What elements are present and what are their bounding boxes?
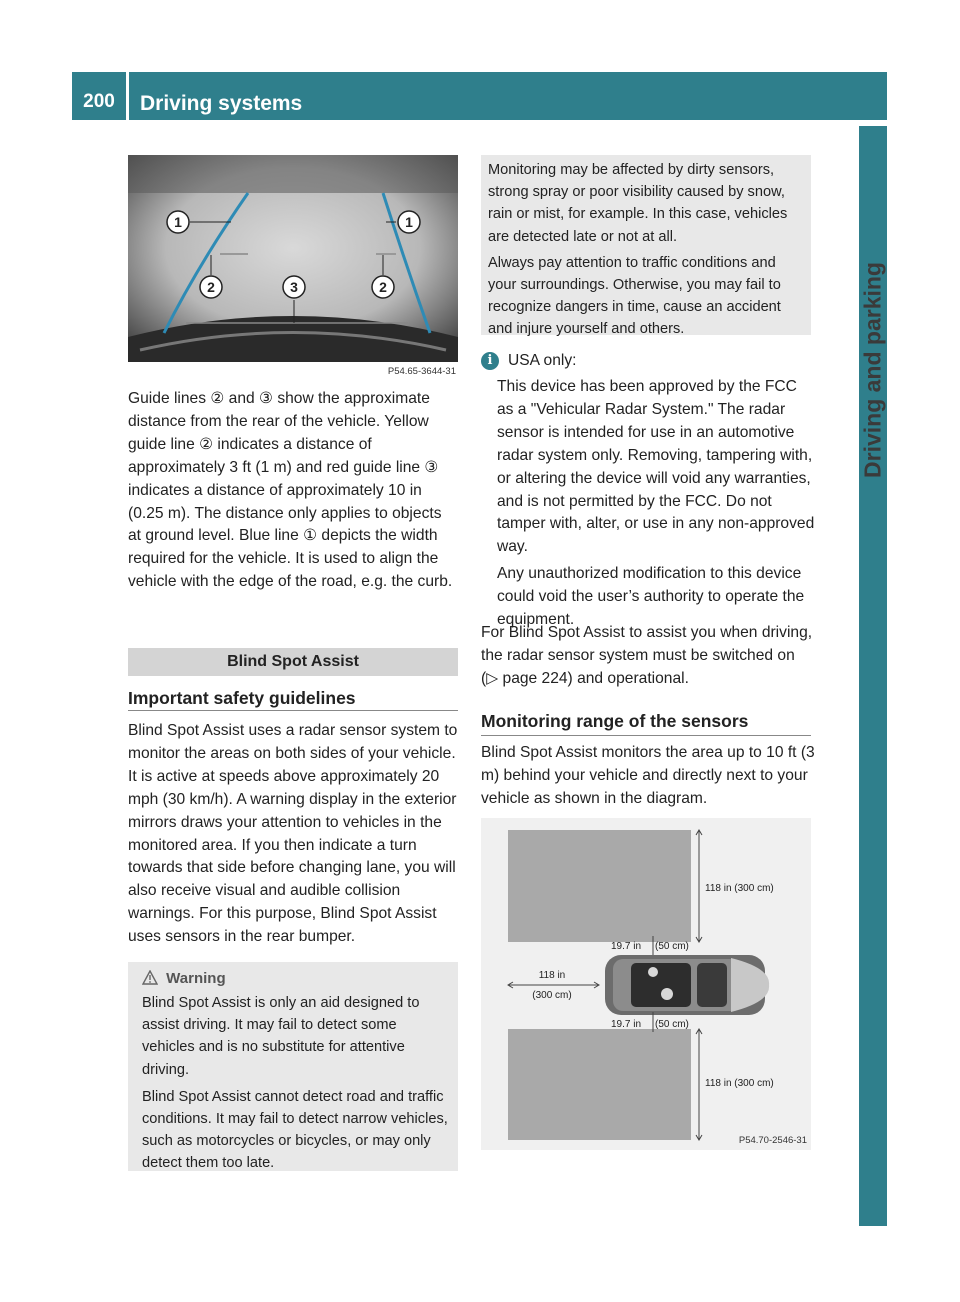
gap-bottom-cm: (50 cm) — [655, 1019, 689, 1030]
callout-2-right — [372, 276, 394, 298]
info-paragraph-1: This device has been approved by the FCC as a "Vehicular Radar System." The radar sensor is intended for use in an automotive radar system only. Removing, tampering with, or altering the device will void any warranties, and is not permitted by the FCC. Do not tamper with, alter, or use in any non-approved way. — [497, 378, 815, 556]
monitoring-note-paragraph-1: Monitoring may be affected by dirty sensors, strong spray or poor visibility caused by snow, rain or mist, for example. In this case, vehicles are detected late or not at all. — [488, 162, 788, 245]
info-title-text: USA only: — [508, 352, 577, 369]
bottom-zone-label: 118 in (300 cm) — [705, 1078, 774, 1089]
vehicle-top-view — [605, 955, 769, 1015]
warning-title: Warning — [166, 970, 226, 987]
page-title: Driving systems — [140, 92, 303, 115]
subsection-rule — [128, 710, 458, 711]
page-number: 200 — [83, 91, 115, 112]
bottom-monitoring-zone — [508, 1029, 691, 1140]
svg-text:2: 2 — [207, 279, 215, 295]
info-paragraph-2: Any unauthorized modification to this device could void the user’s authority to operate the equipment. — [497, 565, 805, 629]
info-title — [508, 350, 818, 373]
subsection-title-monitoring: Monitoring range of the sensors — [481, 711, 749, 731]
svg-text:3: 3 — [290, 279, 298, 295]
rear-camera-figure — [128, 155, 458, 379]
warning-triangle-icon — [142, 970, 162, 987]
rear-range-cm: (300 cm) — [532, 990, 572, 1001]
warning-box — [128, 962, 458, 1171]
callout-3 — [283, 276, 305, 298]
monitoring-body — [481, 742, 815, 811]
subsection-rule-monitoring — [481, 735, 811, 736]
monitoring-note-paragraph-2: Always pay attention to traffic conditions and your surroundings. Otherwise, you may fail to recognize dangers in time, cause an accident and injure yourself and others. — [488, 254, 781, 338]
guide-lines-paragraph — [128, 388, 458, 594]
warning-paragraph-2: Blind Spot Assist cannot detect road and traffic conditions. It may fail to detect narrow vehicles, such as motorcycles or bicycles, or may only detect them too late. — [142, 1088, 448, 1172]
callout-1-left — [167, 211, 189, 233]
monitoring-range-diagram — [481, 818, 811, 1150]
monitoring-note-text — [488, 159, 806, 341]
warning-paragraph-1: Blind Spot Assist is only an aid designed to assist driving. It may fail to detect some vehicles and is no substitute for attentive driving. — [142, 995, 420, 1078]
gap-top-inches: 19.7 in — [611, 941, 642, 952]
monitoring-note-box — [481, 155, 811, 338]
blind-spot-body-text: Blind Spot Assist uses a radar sensor system to monitor the areas on both sides of your vehicle. It is active at speeds above approximately 20 mph (30 km/h). A warning display in the exterior mirrors draws your attention to vehicles in the monitored area. If you then indicate a turn towards that side before changing lane, you will also receive visual and audible collision warnings. For this purpose, Blind Spot Assist uses sensors in the rear bumper. — [128, 722, 458, 946]
top-zone-label: 118 in (300 cm) — [705, 883, 774, 894]
svg-text:1: 1 — [174, 214, 182, 230]
diagram-figure-code: P54.70-2546-31 — [738, 1135, 807, 1146]
chapter-side-label: Driving and parking — [859, 262, 886, 478]
info-icon: i — [481, 352, 499, 370]
gap-top-cm: (50 cm) — [655, 941, 689, 952]
subsection-title-safety: Important safety guidelines — [128, 688, 356, 708]
info-body — [497, 376, 817, 632]
warning-header — [142, 968, 226, 990]
callout-2-left — [200, 276, 222, 298]
rear-range-inches: 118 in — [538, 970, 566, 981]
svg-text:1: 1 — [405, 214, 413, 230]
svg-text:2: 2 — [379, 279, 387, 295]
section-title: Blind Spot Assist — [128, 648, 458, 676]
camera-figure-code: P54.65-3644-31 — [387, 366, 456, 377]
monitoring-body-text: Blind Spot Assist monitors the area up to 10 ft (3 m) behind your vehicle and directly next to your vehicle as shown in the diagram. — [481, 744, 815, 807]
activation-text: For Blind Spot Assist to assist you when driving, the radar sensor system must be switched on (▷ page 224) and operational. — [481, 624, 813, 687]
activation-paragraph — [481, 622, 815, 691]
top-monitoring-zone — [508, 830, 691, 942]
guide-lines-text: Guide lines ② and ③ show the approximate distance from the rear of the vehicle. Yellow guide line ② indicates a distance of approximately 3 ft (1 m) and red guide line ③ indicates a distance of approximately 10 in (0.25 m). The distance only applies to objects at ground level. Blue line ① depicts the width required for the vehicle. It is used to align the vehicle with the edge of the road, e.g. the curb. — [128, 390, 453, 591]
header-separator — [126, 72, 129, 120]
warning-text — [142, 992, 450, 1175]
gap-bottom-inches: 19.7 in — [611, 1019, 642, 1030]
blind-spot-body — [128, 720, 458, 949]
callout-1-right — [398, 211, 420, 233]
